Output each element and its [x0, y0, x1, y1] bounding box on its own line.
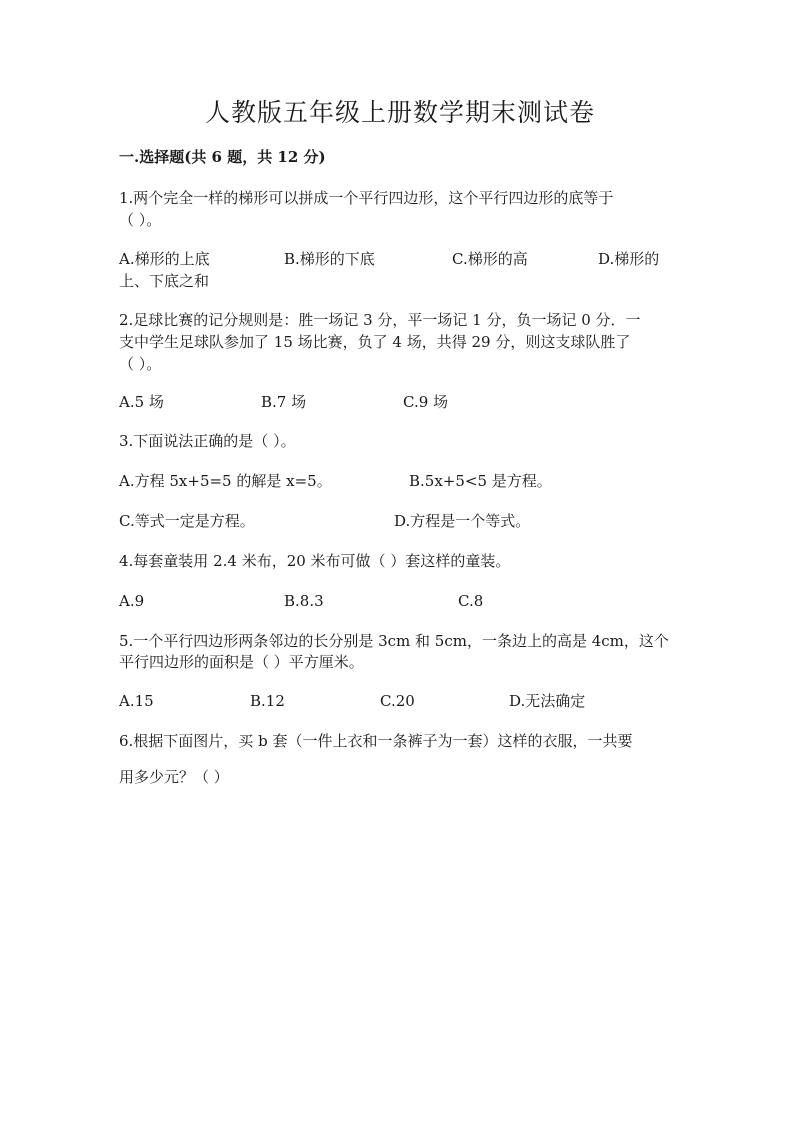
- q1-option-b: B.梯形的下底: [284, 250, 375, 268]
- question-1-line-1: 1.两个完全一样的梯形可以拼成一个平行四边形，这个平行四边形的底等于: [119, 189, 614, 207]
- q2-option-a: A.5 场: [119, 393, 164, 411]
- question-2-line-1: 2.足球比赛的记分规则是：胜一场记 3 分，平一场记 1 分，负一场记 0 分．一: [119, 311, 641, 329]
- q5-option-d: D.无法确定: [509, 692, 586, 710]
- question-5-line-2: 平行四边形的面积是（ ）平方厘米。: [119, 653, 364, 671]
- q2-option-c: C.9 场: [403, 393, 449, 411]
- q4-option-b: B.8.3: [284, 592, 324, 610]
- q3-option-d: D.方程是一个等式。: [394, 512, 531, 530]
- question-4-line-1: 4.每套童装用 2.4 米布，20 米布可做（ ）套这样的童装。: [119, 552, 511, 570]
- q1-option-c: C.梯形的高: [452, 250, 528, 268]
- question-2-line-3: （ ）。: [119, 355, 162, 373]
- q1-option-a: A.梯形的上底: [119, 250, 210, 268]
- question-3-line-1: 3.下面说法正确的是（ ）。: [119, 432, 296, 450]
- q3-option-c: C.等式一定是方程。: [119, 512, 255, 530]
- q5-option-b: B.12: [250, 692, 285, 710]
- q1-option-d-continuation: 上、下底之和: [119, 272, 210, 290]
- page-title: 人教版五年级上册数学期末测试卷: [204, 98, 595, 127]
- q4-option-a: A.9: [119, 592, 145, 610]
- question-2-line-2: 支中学生足球队参加了 15 场比赛，负了 4 场，共得 29 分，则这支球队胜了: [119, 333, 631, 351]
- question-6-line-1: 6.根据下面图片，买 b 套（一件上衣和一条裤子为一套）这样的衣服，一共要: [119, 732, 633, 750]
- section-heading: 一.选择题(共 6 题，共 12 分): [119, 148, 326, 166]
- q4-option-c: C.8: [458, 592, 484, 610]
- q2-option-b: B.7 场: [261, 393, 307, 411]
- q3-option-b: B.5x+5<5 是方程。: [409, 472, 552, 490]
- question-1-line-2: （ ）。: [119, 211, 162, 229]
- q5-option-c: C.20: [380, 692, 415, 710]
- question-6-line-2: 用多少元？（ ）: [119, 768, 229, 786]
- q3-option-a: A.方程 5x+5=5 的解是 x=5。: [119, 472, 332, 490]
- question-5-line-1: 5.一个平行四边形两条邻边的长分别是 3cm 和 5cm，一条边上的高是 4cm，这个: [119, 632, 669, 650]
- q1-option-d: D.梯形的: [598, 250, 660, 268]
- q5-option-a: A.15: [119, 692, 154, 710]
